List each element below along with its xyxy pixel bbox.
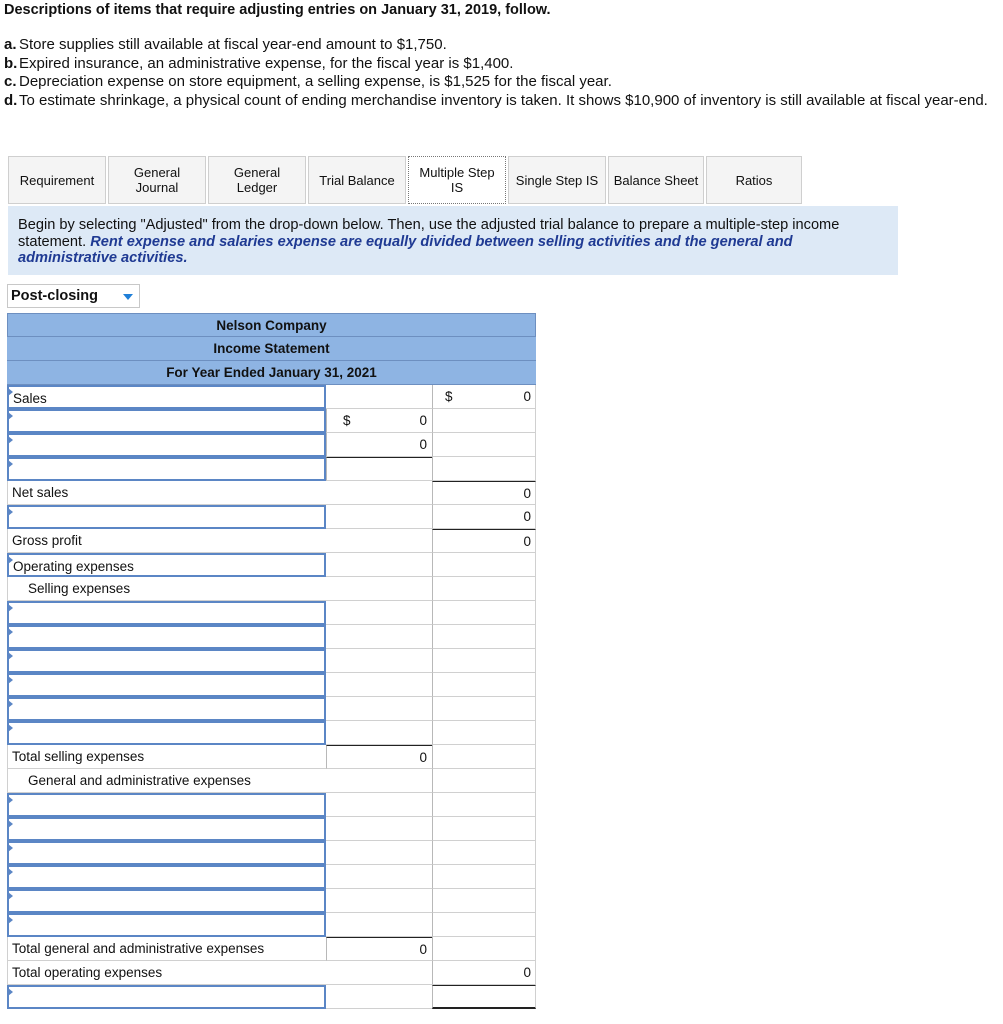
selling-expenses-label: Selling expenses — [7, 577, 326, 601]
table-row — [7, 457, 536, 481]
total-gna-expenses-label: Total general and administrative expenses — [7, 937, 326, 961]
account-input[interactable] — [7, 457, 326, 481]
account-input[interactable] — [7, 985, 326, 1009]
table-row — [7, 529, 536, 553]
table-row — [7, 625, 536, 649]
instructions-panel — [8, 206, 898, 275]
total-operating-expenses-label: Total operating expenses — [7, 961, 326, 985]
account-input[interactable] — [7, 889, 326, 913]
sales-amount: $ 0 — [432, 385, 536, 409]
account-input[interactable] — [7, 601, 326, 625]
amount-input[interactable] — [326, 793, 432, 817]
account-input[interactable] — [7, 505, 326, 529]
gross-profit-label: Gross profit — [7, 529, 326, 553]
instructions-text: Begin by selecting "Adjusted" from the drop-down below. Then, use the adjusted trial balance to prepare a multiple-step income statement. — [18, 217, 840, 250]
account-input[interactable] — [7, 697, 326, 721]
operating-expenses-label-input[interactable]: Operating expenses — [7, 553, 326, 577]
tab-single-step-is[interactable]: Single Step IS — [508, 156, 606, 204]
description-item: a. Store supplies still available at fiscal year-end amount to $1,750. — [4, 36, 447, 53]
tab-ratios[interactable]: Ratios — [706, 156, 802, 204]
amount-input[interactable] — [326, 601, 432, 625]
account-input[interactable] — [7, 817, 326, 841]
tab-trial-balance[interactable]: Trial Balance — [308, 156, 406, 204]
total-selling-expenses-label: Total selling expenses — [7, 745, 326, 769]
table-row — [7, 985, 536, 1009]
total-selling-expenses-amount: 0 — [326, 745, 432, 769]
table-row — [7, 793, 536, 817]
deduction-amount-2: 0 — [326, 433, 432, 457]
income-statement-grid — [7, 385, 536, 1009]
amount-input[interactable] — [326, 697, 432, 721]
table-row — [7, 769, 536, 793]
table-row — [7, 433, 536, 457]
account-input[interactable] — [7, 433, 326, 457]
table-row — [7, 817, 536, 841]
account-input[interactable] — [7, 673, 326, 697]
adjustment-descriptions — [4, 36, 994, 110]
amount-input[interactable] — [326, 865, 432, 889]
table-row — [7, 673, 536, 697]
total-operating-expenses-amount: 0 — [432, 961, 536, 985]
table-row — [7, 745, 536, 769]
total-gna-expenses-amount: 0 — [326, 937, 432, 961]
gna-expenses-label: General and administrative expenses — [7, 769, 326, 793]
table-row — [7, 961, 536, 985]
trial-balance-select[interactable] — [7, 284, 140, 308]
account-input[interactable] — [7, 649, 326, 673]
description-item: b. Expired insurance, an administrative expense, for the fiscal year is $1,400. — [4, 54, 514, 72]
chevron-down-icon — [123, 294, 133, 300]
description-item: d. To estimate shrinkage, a physical count of ending merchandise inventory is taken. It shows $10,900 of inventory is still available at fiscal year-end. — [4, 91, 988, 109]
page-heading: Descriptions of items that require adjusting entries on January 31, 2019, follow. — [4, 2, 551, 18]
tab-general-ledger[interactable]: General Ledger — [208, 156, 306, 204]
company-name: Nelson Company — [7, 313, 536, 337]
tab-balance-sheet[interactable]: Balance Sheet — [608, 156, 704, 204]
account-input[interactable] — [7, 841, 326, 865]
table-row — [7, 913, 536, 937]
table-row — [7, 409, 536, 433]
table-row — [7, 577, 536, 601]
amount-input[interactable] — [432, 985, 536, 1009]
table-row — [7, 601, 536, 625]
amount-input[interactable] — [326, 841, 432, 865]
sales-label-input[interactable]: Sales — [7, 385, 326, 409]
account-input[interactable] — [7, 913, 326, 937]
description-item: c. Depreciation expense on store equipment, a selling expense, is $1,525 for the fiscal year. — [4, 73, 612, 91]
table-row — [7, 865, 536, 889]
table-row — [7, 721, 536, 745]
statement-period: For Year Ended January 31, 2021 — [7, 361, 536, 385]
amount-input[interactable] — [326, 889, 432, 913]
tab-requirement[interactable]: Requirement — [8, 156, 106, 204]
statement-title: Income Statement — [7, 337, 536, 361]
dropdown-selected-value: Post-closing — [11, 288, 99, 304]
tab-general-journal[interactable]: General Journal — [108, 156, 206, 204]
table-row — [7, 385, 536, 409]
tab-bar — [8, 156, 804, 206]
table-row — [7, 841, 536, 865]
deduction-amount-1: $ 0 — [326, 409, 432, 433]
amount-input[interactable] — [326, 913, 432, 937]
table-row — [7, 553, 536, 577]
table-row — [7, 505, 536, 529]
amount-input[interactable] — [326, 817, 432, 841]
table-row — [7, 481, 536, 505]
account-input[interactable] — [7, 721, 326, 745]
amount-input[interactable] — [326, 673, 432, 697]
net-sales-amount: 0 — [432, 481, 536, 505]
table-row — [7, 937, 536, 961]
account-input[interactable] — [7, 409, 326, 433]
gross-profit-amount: 0 — [432, 529, 536, 553]
account-input[interactable] — [7, 793, 326, 817]
amount-input[interactable] — [326, 721, 432, 745]
table-row — [7, 697, 536, 721]
table-row — [7, 649, 536, 673]
table-row — [7, 889, 536, 913]
account-input[interactable] — [7, 865, 326, 889]
instructions-emphasis: Rent expense and salaries expense are equally divided between selling activities and the general and administrative activities. — [18, 233, 793, 267]
amount-input[interactable] — [326, 649, 432, 673]
amount-input[interactable] — [326, 625, 432, 649]
tab-multiple-step-is[interactable]: Multiple Step IS — [408, 156, 506, 204]
account-input[interactable] — [7, 625, 326, 649]
net-sales-label: Net sales — [7, 481, 326, 505]
cost-amount: 0 — [432, 505, 536, 529]
